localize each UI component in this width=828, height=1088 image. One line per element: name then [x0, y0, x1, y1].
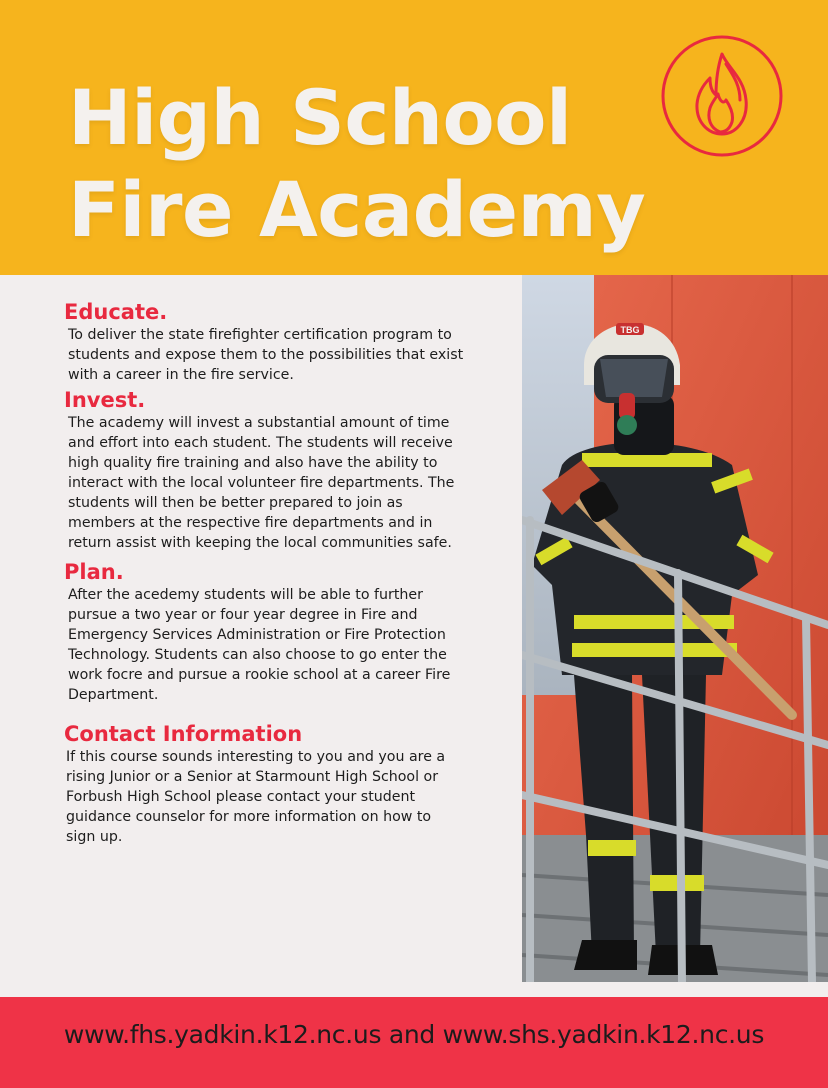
firefighter-illustration: [522, 275, 828, 982]
section-body-invest: The academy will invest a substantial amount of time and effort into each student. The students will receive high quality fire training and also have the ability to interact with the local volunteer fire departments. The students will then be better prepared to join as members at the respective fire departments and in return assist with keeping the local communities safe.: [68, 415, 455, 551]
section-heading-invest: Invest.: [64, 388, 146, 412]
title-line-1: High School: [68, 73, 572, 162]
section-heading-plan: Plan.: [64, 560, 124, 584]
text-column: [64, 299, 464, 847]
footer-banner: [0, 997, 828, 1088]
firefighter-photo: [522, 275, 828, 982]
section-heading-contact: Contact Information: [64, 722, 303, 746]
content-area: [0, 275, 828, 997]
page-title: [68, 72, 645, 256]
section-body-contact: If this course sounds interesting to you and you are a rising Junior or a Senior at Starmount High School or Forbush High School please contact your student guidance counselor for more information on how to sign up.: [66, 749, 446, 845]
helmet-label: TBG: [620, 325, 640, 335]
section-body-educate: To deliver the state firefighter certification program to students and expose them to the possibilities that exist with a career in the fire service.: [68, 327, 464, 383]
footer-links[interactable]: www.fhs.yadkin.k12.nc.us and www.shs.yadkin.k12.nc.us: [63, 1020, 765, 1049]
header-banner: [0, 0, 828, 275]
flame-icon: [660, 34, 784, 158]
section-body-plan: After the acedemy students will be able to further pursue a two year or four year degree in Fire and Emergency Services Administration or Fire Protection Technology. Students can also choose to go enter the work focre and pursue a rookie school at a career Fire Department.: [68, 587, 451, 703]
section-heading-educate: Educate.: [64, 300, 168, 324]
title-line-2: Fire Academy: [68, 165, 646, 254]
